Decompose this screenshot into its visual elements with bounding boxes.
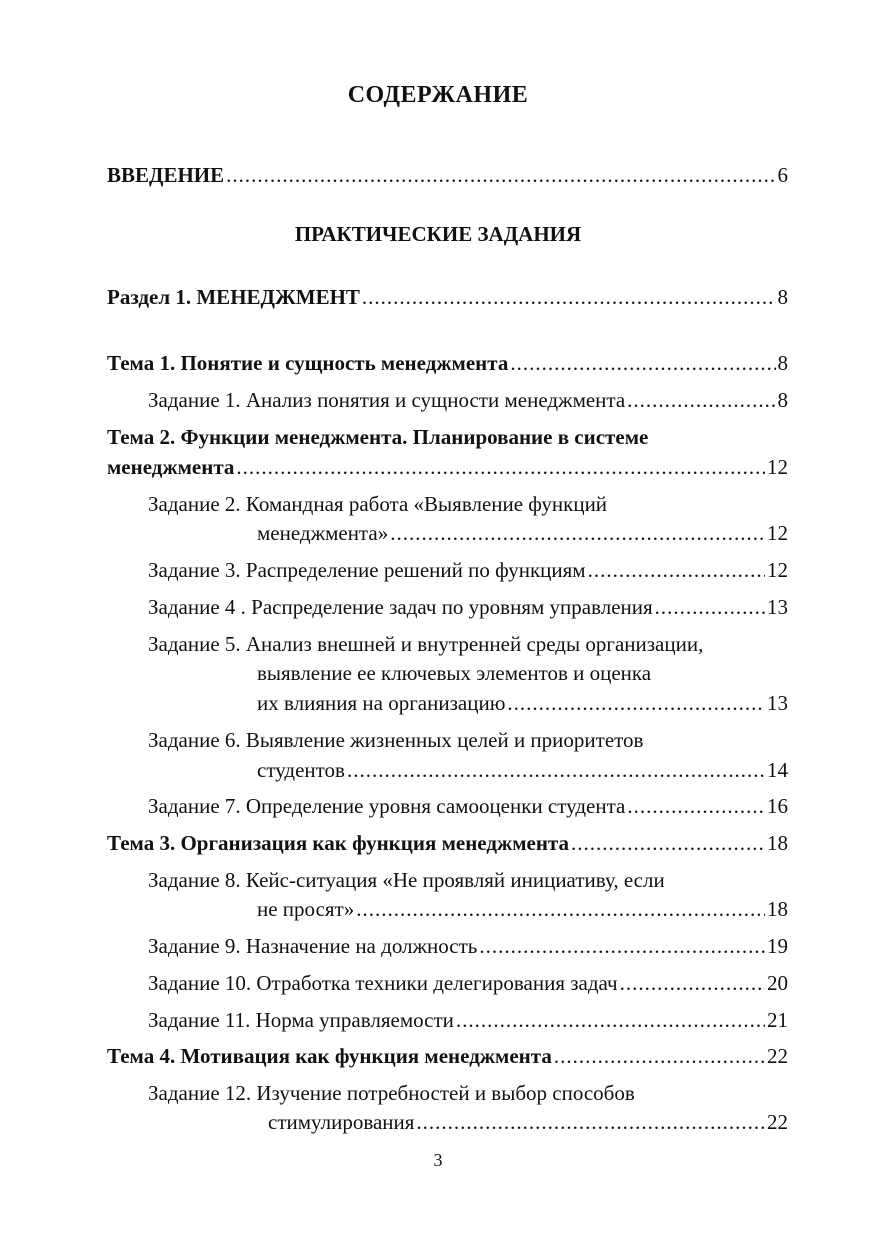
toc-leader-dots	[347, 755, 765, 785]
toc-entry-task-6-line1: Задание 6. Выявление жизненных целей и приоритетов	[148, 728, 644, 752]
toc-entry-task-7	[148, 791, 788, 821]
toc-leader-dots	[507, 688, 765, 718]
toc-leader-dots	[627, 791, 765, 821]
toc-label: менеджмента»	[257, 521, 389, 545]
toc-label: ВВЕДЕНИЕ	[107, 163, 225, 187]
toc-leader-dots	[627, 385, 775, 415]
toc-page-number: 12	[767, 455, 788, 479]
toc-leader-dots	[588, 555, 765, 585]
toc-page-number: 14	[767, 758, 788, 782]
toc-page-number: 22	[767, 1044, 788, 1068]
toc-page-number: 20	[767, 971, 788, 995]
toc-label: Задание 11. Норма управляемости	[148, 1008, 454, 1032]
toc-entry-task-6	[257, 755, 788, 785]
toc-page-number: 6	[777, 163, 788, 187]
toc-entry-task-10	[148, 968, 788, 998]
toc-label: Тема 4. Мотивация как функция менеджмента	[107, 1044, 552, 1068]
toc-entry-task-8	[257, 894, 788, 924]
toc-leader-dots	[655, 592, 765, 622]
toc-entry-task-11	[148, 1005, 788, 1035]
toc-leader-dots	[510, 348, 775, 378]
toc-page-number: 18	[767, 897, 788, 921]
toc-entry-theme-2-line1: Тема 2. Функции менеджмента. Планирование в системе	[107, 425, 649, 449]
toc-entry-section-1	[107, 282, 788, 312]
toc-label: Тема 3. Организация как функция менеджмента	[107, 831, 569, 855]
toc-page-number: 18	[767, 831, 788, 855]
toc-label: не просят»	[257, 897, 355, 921]
toc-entry-introduction	[107, 160, 788, 190]
toc-leader-dots	[356, 894, 765, 924]
toc-label: Задание 9. Назначение на должность	[148, 934, 478, 958]
toc-label: Задание 3. Распределение решений по функциям	[148, 558, 586, 582]
toc-leader-dots	[226, 160, 775, 190]
toc-label: студентов	[257, 758, 345, 782]
toc-leader-dots	[416, 1107, 765, 1137]
toc-page-number: 19	[767, 934, 788, 958]
toc-page-number: 8	[777, 388, 788, 412]
toc-page-number: 13	[767, 691, 788, 715]
toc-page-number: 8	[777, 285, 788, 309]
toc-leader-dots	[554, 1041, 765, 1071]
toc-label: Раздел 1. МЕНЕДЖМЕНТ	[107, 285, 360, 309]
toc-label: менеджмента	[107, 455, 235, 479]
toc-entry-task-4	[148, 592, 788, 622]
toc-entry-task-12	[268, 1107, 788, 1137]
toc-label: стимулирования	[268, 1110, 415, 1134]
toc-page-number: 8	[777, 351, 788, 375]
toc-entry-task-3	[148, 555, 788, 585]
toc-entry-task-5-line2: выявление ее ключевых элементов и оценка	[257, 661, 652, 685]
toc-entry-task-5	[257, 688, 788, 718]
toc-leader-dots	[236, 452, 765, 482]
toc-entry-theme-3	[107, 828, 788, 858]
page-title: СОДЕРЖАНИЕ	[347, 82, 529, 108]
toc-entry-theme-1	[107, 348, 788, 378]
toc-entry-task-9	[148, 931, 788, 961]
toc-page-number: 12	[767, 521, 788, 545]
toc-label: Тема 1. Понятие и сущность менеджмента	[107, 351, 509, 375]
toc-entry-task-8-line1: Задание 8. Кейс-ситуация «Не проявляй инициативу, если	[148, 868, 665, 892]
toc-entry-task-2-line1: Задание 2. Командная работа «Выявление функций	[148, 492, 608, 516]
toc-page-number: 21	[767, 1008, 788, 1032]
toc-entry-theme-4	[107, 1041, 788, 1071]
toc-entry-task-12-line1: Задание 12. Изучение потребностей и выбор способов	[148, 1081, 635, 1105]
toc-entry-task-2	[257, 518, 788, 548]
toc-label: Задание 10. Отработка техники делегирования задач	[148, 971, 618, 995]
section-heading: ПРАКТИЧЕСКИЕ ЗАДАНИЯ	[294, 222, 582, 246]
toc-entry-theme-2	[107, 452, 788, 482]
toc-leader-dots	[390, 518, 765, 548]
toc-page-number: 12	[767, 558, 788, 582]
toc-page-number: 13	[767, 595, 788, 619]
toc-label: их влияния на организацию	[257, 691, 506, 715]
toc-leader-dots	[362, 282, 776, 312]
toc-page-number: 16	[767, 794, 788, 818]
toc-entry-task-1	[148, 385, 788, 415]
toc-page-number: 22	[767, 1110, 788, 1134]
toc-label: Задание 1. Анализ понятия и сущности менеджмента	[148, 388, 626, 412]
page-number: 3	[433, 1150, 443, 1170]
toc-leader-dots	[479, 931, 765, 961]
toc-label: Задание 4 . Распределение задач по уровням управления	[148, 595, 653, 619]
toc-leader-dots	[571, 828, 765, 858]
toc-label: Задание 7. Определение уровня самооценки студента	[148, 794, 626, 818]
toc-leader-dots	[456, 1005, 765, 1035]
toc-leader-dots	[620, 968, 765, 998]
toc-entry-task-5-line1: Задание 5. Анализ внешней и внутренней среды организации,	[148, 632, 704, 656]
